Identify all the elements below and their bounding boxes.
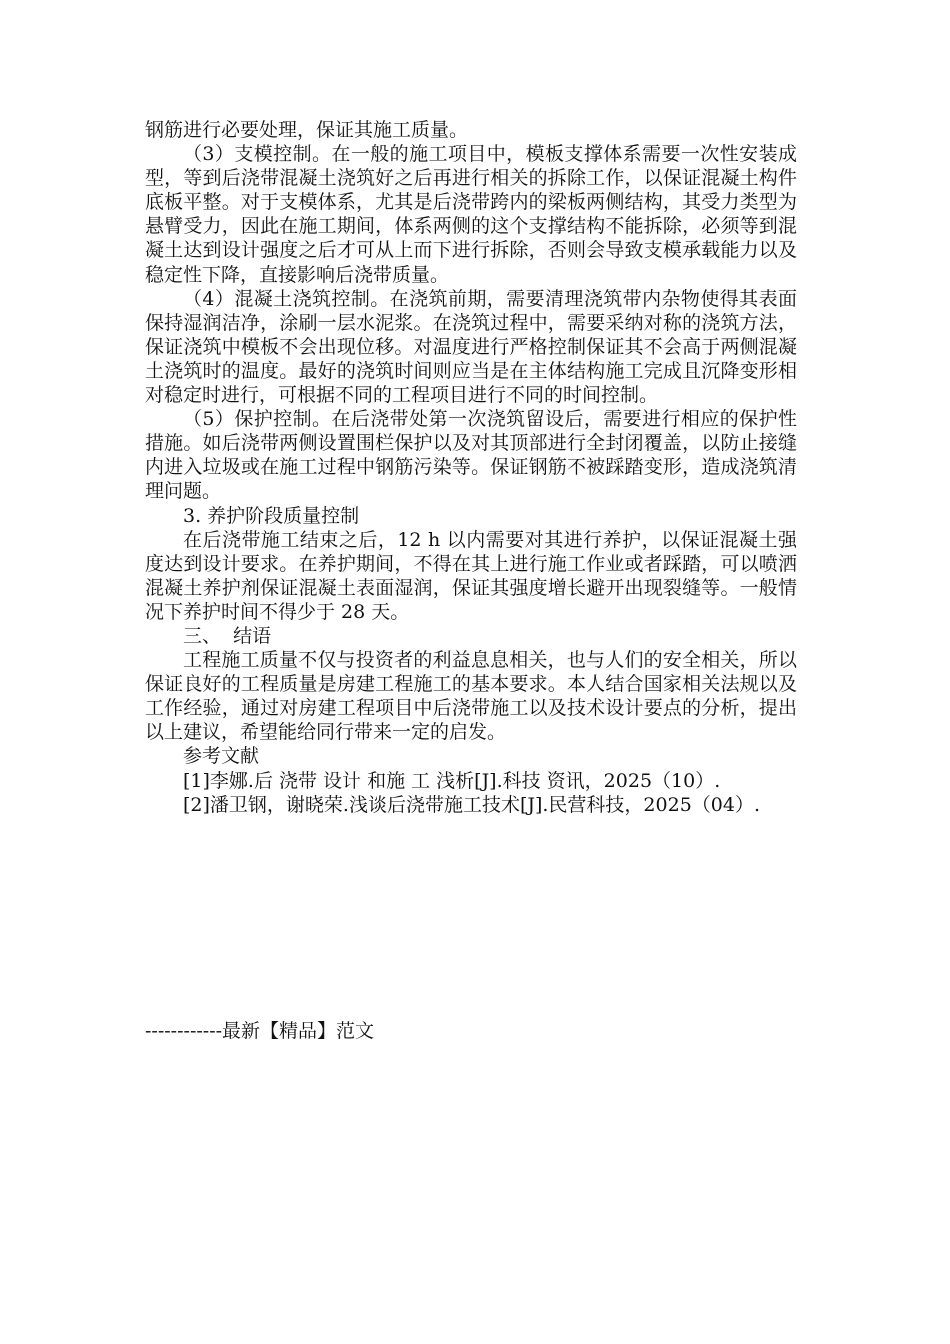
reference-item: [2]潘卫钢，谢晓荣.浅谈后浇带施工技术[J].民营科技，2025（04）. xyxy=(183,793,761,816)
section-heading-conclusion: 三、 结语 xyxy=(183,624,272,647)
paragraph-formwork-control: （3）支模控制。在一般的施工项目中，模板支撑体系需要一次性安装成型，等到后浇带混凝土浇筑好之后再进行相关的拆除工作，以保证混凝土构件底板平整。对于支模体系，尤其是后浇带跨内的梁板两侧结构，其受力类型为悬臂受力，因此在施工期间，体系两侧的这个支撑结构不能拆除，必须等到混凝土达到设计强度之后才可从上而下进行拆除，否则会导致支模承载能力以及稳定性下降，直接影响后浇带质量。 xyxy=(145,143,797,286)
paragraph-protection-control: （5）保护控制。在后浇带处第一次浇筑留设后，需要进行相应的保护性措施。如后浇带两侧设置围栏保护以及对其顶部进行全封闭覆盖，以防止接缝内进入垃圾或在施工过程中钢筋污染等。保证钢筋不被踩踏变形，造成浇筑清理问题。 xyxy=(145,408,797,503)
paragraph-continuation: 钢筋进行必要处理，保证其施工质量。 xyxy=(145,119,469,141)
section-heading-curing: 3. 养护阶段质量控制 xyxy=(183,504,360,527)
paragraph-conclusion: 工程施工质量不仅与投资者的利益息息相关，也与人们的安全相关，所以保证良好的工程质量是房建工程施工的基本要求。本人结合国家相关法规以及工作经验，通过对房建工程项目中后浇带施工以及技术设计要点的分析，提出以上建议，希望能给同行带来一定的启发。 xyxy=(145,649,797,744)
footer-label: ------------最新【精品】范文 xyxy=(145,1020,375,1042)
paragraph-curing: 在后浇带施工结束之后，12 h 以内需要对其进行养护，以保证混凝土强度达到设计要求。在养护期间，不得在其上进行施工作业或者踩踏，可以喷洒混凝土养护剂保证混凝土表面湿润，保证其强度增长避开出现裂缝等。一般情况下养护时间不得少于 28 天。 xyxy=(145,528,797,623)
reference-item: [1]李娜.后 浇带 设计 和施 工 浅析[J].科技 资讯，2025（10）. xyxy=(183,769,721,792)
paragraph-concrete-pouring-control: （4）混凝土浇筑控制。在浇筑前期，需要清理浇筑带内杂物使得其表面保持湿润洁净，涂刷一层水泥浆。在浇筑过程中，需要采纳对称的浇筑方法，保证浇筑中模板不会出现位移。对温度进行严格控制保证其不会高于两侧混凝土浇筑时的温度。最好的浇筑时间则应当是在主体结构施工完成且沉降变形相对稳定时进行，可根据不同的工程项目进行不同的时间控制。 xyxy=(145,287,797,407)
references-title: 参考文献 xyxy=(183,745,260,768)
document-body xyxy=(145,118,797,817)
